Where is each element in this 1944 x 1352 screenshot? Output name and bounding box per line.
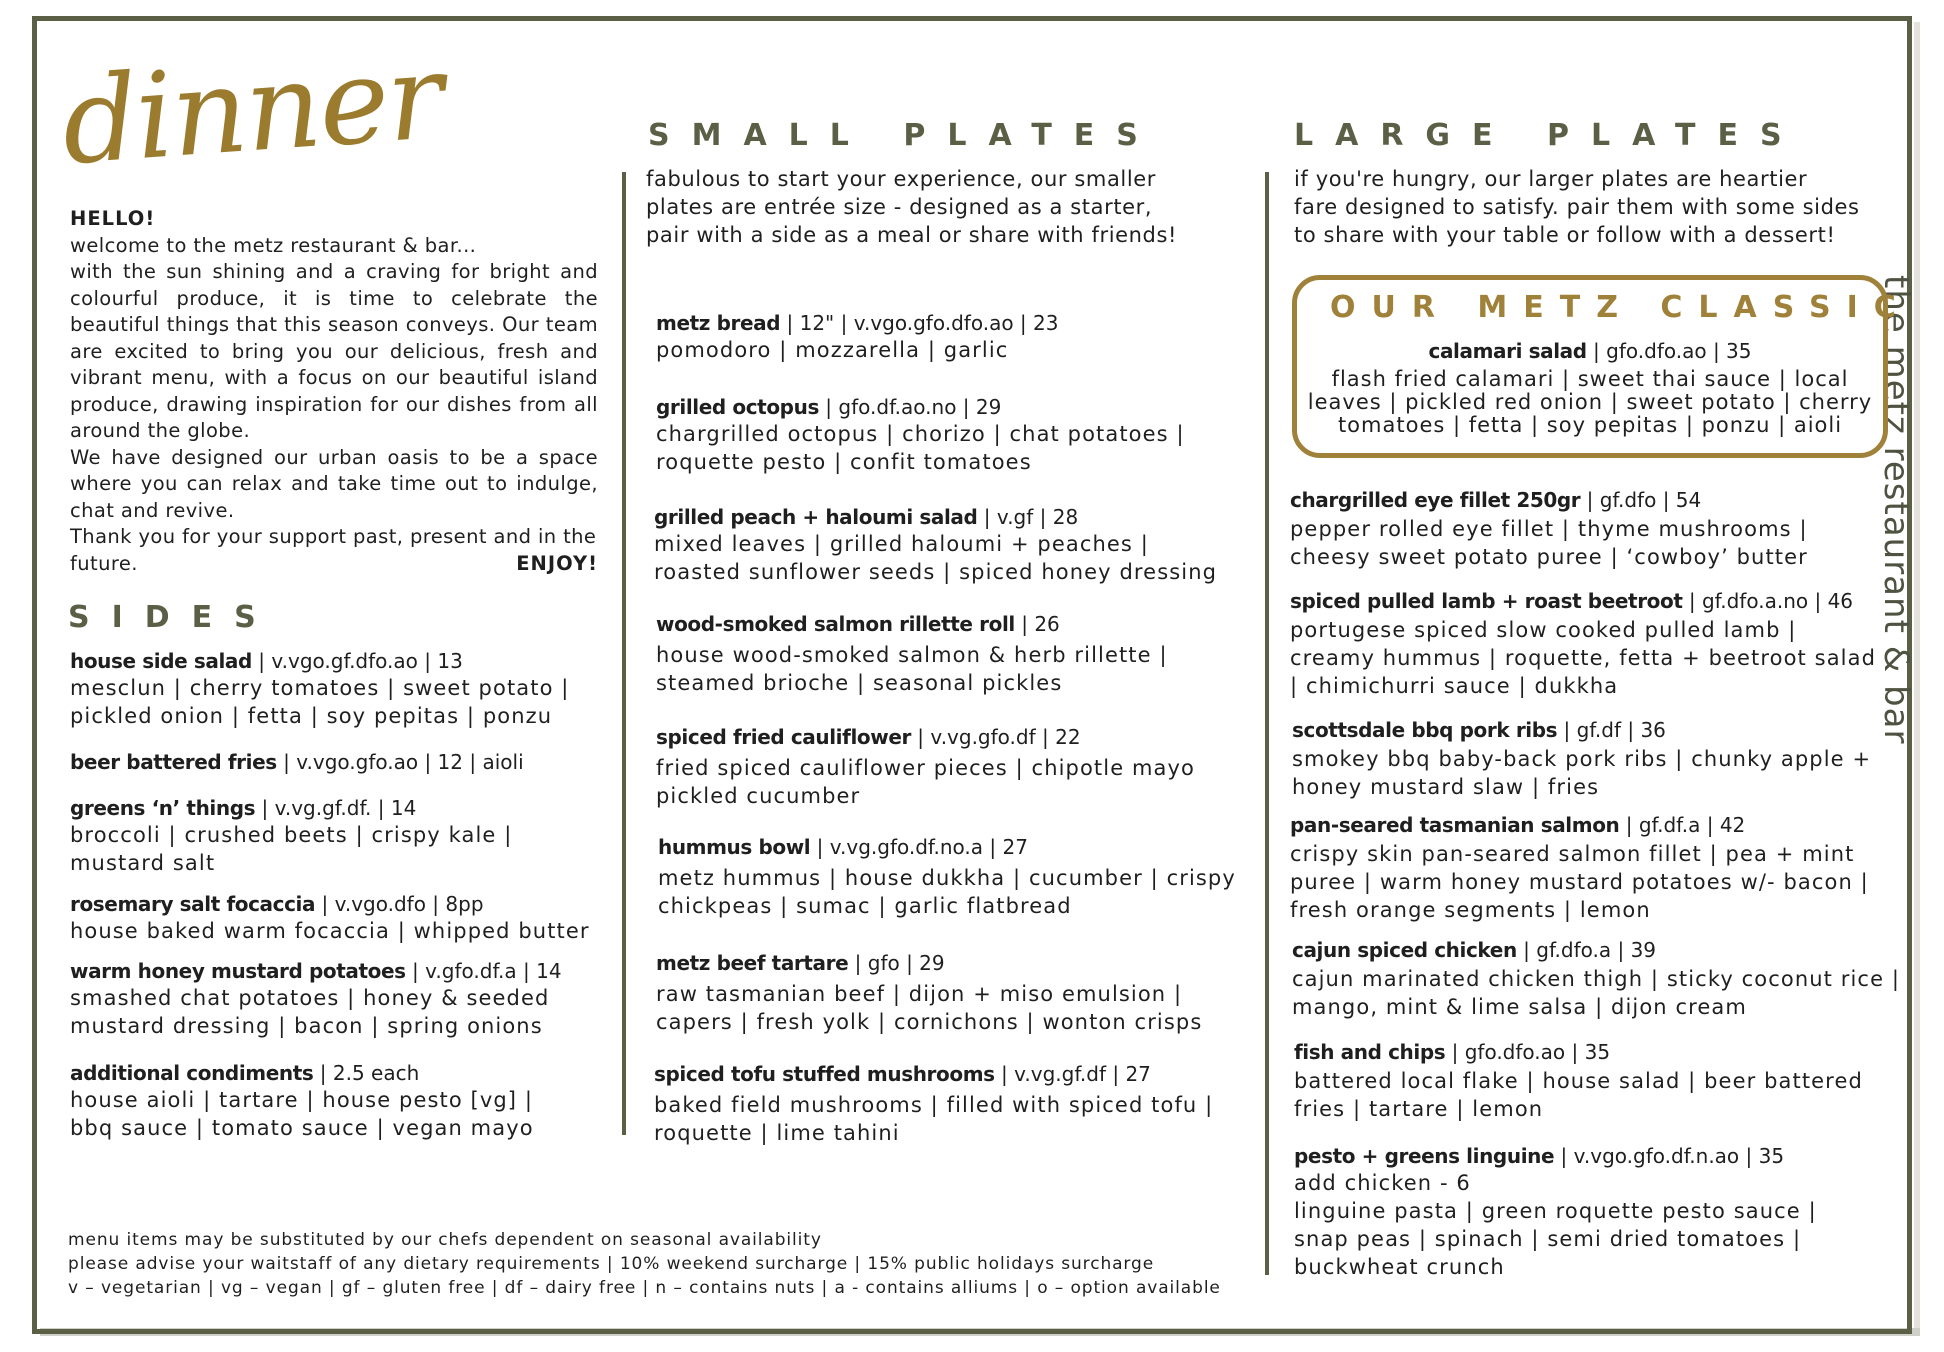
closing-text: Thank you for your support past, present and in the future. [70, 525, 597, 575]
menu-item: additional condiments | 2.5 each house aioli | tartare | house pesto [vg] | bbq sauce | tomato sauce | vegan mayo [70, 1061, 534, 1140]
item-name: calamari salad [1428, 339, 1587, 363]
welcome-paragraph: with the sun shining and a craving for bright and colourful produce, it is time to celebrate the beautiful things that this season conveys. Our team are excited to bring you our delicious, fresh and vibrant menu, with a focus on our beautiful island produce, drawing inspiration for our dishes from all around the globe. [70, 260, 598, 442]
divider-left [622, 172, 626, 1135]
menu-item: metz bread | 12" | v.vgo.gfo.dfo.ao | 23 pomodoro | mozzarella | garlic [656, 311, 1059, 362]
welcome-line: welcome to the metz restaurant & bar... [70, 233, 477, 257]
metz-classic-heading: OUR METZ CLASSIC [1330, 290, 1912, 325]
menu-item: chargrilled eye fillet 250gr | gf.dfo | 54 pepper rolled eye fillet | thyme mushrooms | cheesy sweet potato puree | ‘cowboy’ butter [1290, 488, 1808, 569]
item-name: scottsdale bbq pork ribs [1292, 718, 1558, 742]
metz-classic-desc: flash fried calamari | sweet thai sauce | local leaves | pickled red onion | sweet potato | cherry tomatoes | fetta | soy pepitas | ponzu | aioli [1307, 367, 1873, 437]
item-name: spiced fried cauliflower [656, 725, 911, 749]
menu-item: pan-seared tasmanian salmon | gf.df.a | 42 crispy skin pan-seared salmon fillet | pea + mint puree | warm honey mustard potatoes w/- bacon | fresh orange segments | lemon [1290, 813, 1869, 922]
item-name: pesto + greens linguine [1294, 1144, 1555, 1168]
large-plates-heading: LARGE PLATES [1294, 118, 1804, 153]
menu-item: spiced fried cauliflower | v.vg.gfo.df | 22 fried spiced cauliflower pieces | chipotle mayo pickled cucumber [656, 725, 1195, 808]
menu-item: wood-smoked salmon rillette roll | 26 house wood-smoked salmon & herb rillette | steamed brioche | seasonal pickles [656, 612, 1168, 695]
menu-item: metz beef tartare | gfo | 29 raw tasmanian beef | dijon + miso emulsion | capers | fresh yolk | cornichons | wonton crisps [656, 951, 1203, 1034]
menu-item: warm honey mustard potatoes | v.gfo.df.a | 14 smashed chat potatoes | honey & seeded mustard dressing | bacon | spring onions [70, 959, 562, 1038]
small-plates-intro: fabulous to start your experience, our smaller plates are entrée size - designed as a starter, pair with a side as a meal or share with friends! [646, 167, 1178, 247]
menu-item: greens ‘n’ things | v.vg.gf.df. | 14 broccoli | crushed beets | crispy kale | mustard salt [70, 796, 513, 875]
menu-item: grilled peach + haloumi salad | v.gf | 28 mixed leaves | grilled haloumi + peaches | roasted sunflower seeds | spiced honey dressing [654, 505, 1218, 584]
menu-item: cajun spiced chicken | gf.dfo.a | 39 cajun marinated chicken thigh | sticky coconut rice | mango, mint & lime salsa | dijon cream [1292, 938, 1901, 1019]
menu-item: rosemary salt focaccia | v.vgo.dfo | 8pp house baked warm focaccia | whipped butter [70, 892, 590, 943]
item-name: pan-seared tasmanian salmon [1290, 813, 1620, 837]
footer-notes: menu items may be substituted by our chefs dependent on seasonal availability please advise your waitstaff of any dietary requirements | 10% weekend surcharge | 15% public holidays surcharge v – vegetarian | vg – vegan | gf – gluten free | df – dairy free | n – contains nuts | a - contains alliums | o – option available [68, 1230, 1221, 1298]
menu-item: scottsdale bbq pork ribs | gf.df | 36 smokey bbq baby-back pork ribs | chunky apple + honey mustard slaw | fries [1292, 718, 1872, 799]
menu-item: beer battered fries | v.vgo.gfo.ao | 12 | aioli [70, 750, 524, 774]
item-name: spiced pulled lamb + roast beetroot [1290, 589, 1683, 613]
item-name: fish and chips [1294, 1040, 1446, 1064]
menu-item: spiced tofu stuffed mushrooms | v.vg.gf.df | 27 baked field mushrooms | filled with spiced tofu | roquette | lime tahini [654, 1062, 1214, 1145]
menu-item: fish and chips | gfo.dfo.ao | 35 battered local flake | house salad | beer battered fries | tartare | lemon [1294, 1040, 1863, 1121]
sides-heading: SIDES [68, 600, 278, 635]
item-name: beer battered fries [70, 750, 277, 774]
item-name: grilled peach + haloumi salad [654, 505, 978, 529]
item-name: spiced tofu stuffed mushrooms [654, 1062, 995, 1086]
greeting: HELLO! [70, 207, 156, 230]
dinner-logo: dinner [57, 26, 446, 192]
item-name: hummus bowl [658, 835, 811, 859]
large-plates-intro: if you're hungry, our larger plates are heartier fare designed to satisfy. pair them with some sides to share with your table or follow with a dessert! [1294, 167, 1860, 247]
item-name: additional condiments [70, 1061, 314, 1085]
item-name: warm honey mustard potatoes [70, 959, 406, 983]
item-name: metz beef tartare [656, 951, 849, 975]
item-name: metz bread [656, 311, 781, 335]
item-name: chargrilled eye fillet 250gr [1290, 488, 1581, 512]
item-name: rosemary salt focaccia [70, 892, 316, 916]
menu-item: hummus bowl | v.vg.gfo.df.no.a | 27 metz hummus | house dukkha | cucumber | crispy chickpeas | sumac | garlic flatbread [658, 835, 1236, 918]
restaurant-name-vertical: the metz restaurant & bar [1876, 275, 1916, 745]
item-name: house side salad [70, 649, 252, 673]
metz-classic-title: calamari salad | gfo.dfo.ao | 35 [1428, 339, 1752, 363]
item-name: wood-smoked salmon rillette roll [656, 612, 1015, 636]
menu-item: pesto + greens linguine | v.vgo.gfo.df.n.ao | 35 add chicken - 6 linguine pasta | green roquette pesto sauce | snap peas | spinach | semi dried tomatoes | buckwheat crunch [1294, 1144, 1817, 1279]
item-name: greens ‘n’ things [70, 796, 256, 820]
welcome-text [70, 206, 598, 577]
welcome-paragraph: We have designed our urban oasis to be a space where you can relax and take time out to indulge, chat and revive. [70, 445, 598, 522]
menu-item: house side salad | v.vgo.gf.dfo.ao | 13 mesclun | cherry tomatoes | sweet potato | pickled onion | fetta | soy pepitas | ponzu [70, 649, 570, 728]
item-name: grilled octopus [656, 395, 819, 419]
enjoy-signoff: ENJOY! [516, 551, 598, 575]
divider-right [1265, 172, 1269, 1275]
menu-item: grilled octopus | gfo.df.ao.no | 29 chargrilled octopus | chorizo | chat potatoes | roquette pesto | confit tomatoes [656, 395, 1185, 474]
menu-item: spiced pulled lamb + roast beetroot | gf.dfo.a.no | 46 portugese spiced slow cooked pulled lamb | creamy hummus | roquette, fetta + beetroot salad | chimichurri sauce | dukkha [1290, 589, 1877, 698]
item-name: cajun spiced chicken [1292, 938, 1517, 962]
small-plates-heading: SMALL PLATES [648, 118, 1160, 153]
